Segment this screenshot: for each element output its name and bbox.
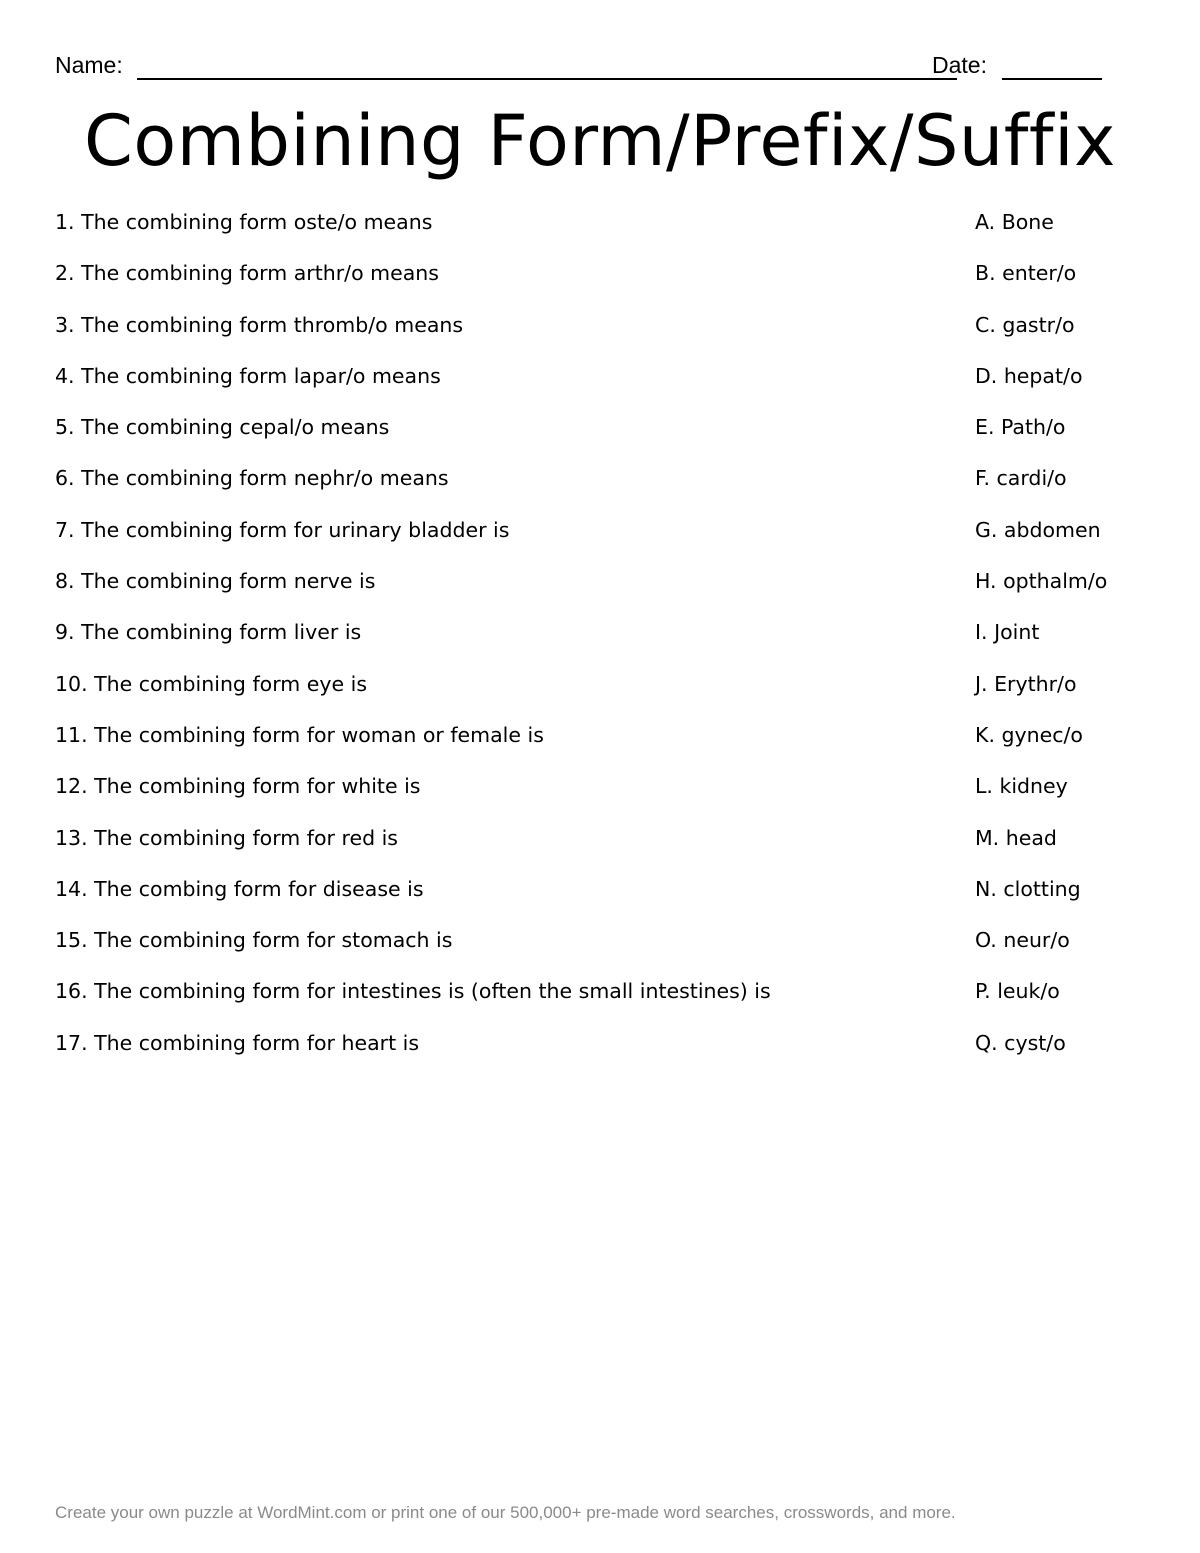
answer-item: L. kidney	[975, 774, 1068, 799]
answer-item: M. head	[975, 825, 1057, 850]
question-item: 10. The combining form eye is	[55, 671, 368, 696]
answer-item: N. clotting	[975, 876, 1081, 901]
question-item: 15. The combining form for stomach is	[55, 928, 453, 953]
answer-item: E. Path/o	[975, 415, 1066, 440]
answer-item: O. neur/o	[975, 928, 1070, 953]
answer-item: F. cardi/o	[975, 466, 1067, 491]
footer-text: Create your own puzzle at WordMint.com or print one of our 500,000+ pre-made word searches, crosswords, and more.	[55, 1503, 956, 1522]
question-item: 4. The combining form lapar/o means	[55, 363, 441, 388]
question-item: 12. The combining form for white is	[55, 774, 421, 799]
answer-item: J. Erythr/o	[975, 671, 1077, 696]
question-item: 13. The combining form for red is	[55, 825, 398, 850]
question-item: 3. The combining form thromb/o means	[55, 312, 464, 337]
date-field[interactable]	[1002, 78, 1102, 80]
question-item: 14. The combing form for disease is	[55, 876, 424, 901]
question-item: 16. The combining form for intestines is (often the small intestines) is	[55, 979, 771, 1004]
answer-item: I. Joint	[975, 620, 1040, 645]
answer-item: B. enter/o	[975, 261, 1077, 286]
question-list	[55, 208, 935, 1080]
question-item: 8. The combining form nerve is	[55, 569, 376, 594]
answer-item: A. Bone	[975, 210, 1054, 234]
answer-item: C. gastr/o	[975, 312, 1075, 337]
question-item: 6. The combining form nephr/o means	[55, 466, 449, 491]
question-item: 5. The combining cepal/o means	[55, 415, 390, 440]
date-label: Date:	[932, 52, 987, 78]
answer-item: K. gynec/o	[975, 722, 1083, 747]
name-label: Name:	[55, 52, 123, 78]
answer-list	[975, 208, 1185, 1080]
question-item: 11. The combining form for woman or female is	[55, 722, 544, 747]
question-item: 2. The combining form arthr/o means	[55, 261, 439, 286]
answer-item: P. leuk/o	[975, 979, 1060, 1004]
question-item: 7. The combining form for urinary bladder is	[55, 517, 510, 542]
answer-item: H. opthalm/o	[975, 569, 1108, 594]
name-field[interactable]	[137, 78, 957, 80]
question-item: 1. The combining form oste/o means	[55, 210, 433, 234]
worksheet-title: Combining Form/Prefix/Suffix	[84, 100, 1116, 182]
answer-item: G. abdomen	[975, 517, 1101, 542]
question-item: 9. The combining form liver is	[55, 620, 362, 645]
header-row	[55, 50, 1115, 84]
question-item: 17. The combining form for heart is	[55, 1030, 420, 1055]
answer-item: Q. cyst/o	[975, 1030, 1066, 1055]
answer-item: D. hepat/o	[975, 363, 1083, 388]
